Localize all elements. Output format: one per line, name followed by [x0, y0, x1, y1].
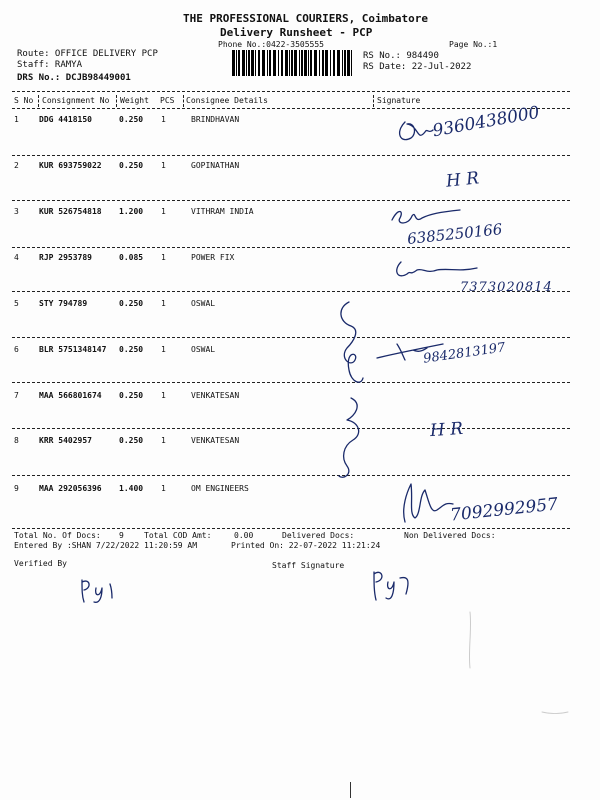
verified-by-label: Verified By: [14, 559, 67, 568]
row-consignee: OM ENGINEERS: [191, 484, 249, 493]
row-pcs: 1: [161, 484, 166, 493]
row-rule: [12, 475, 570, 476]
drs-number: DRS No.: DCJB98449001: [17, 73, 131, 83]
row-sno: 9: [14, 484, 19, 493]
row-consignee: OSWAL: [191, 299, 216, 308]
row-consignment-no: STY 794789: [39, 299, 88, 308]
staff-signature-label: Staff Signature: [272, 561, 345, 570]
rule: [12, 108, 570, 109]
col-signature: Signature: [377, 96, 421, 105]
document-title: Delivery Runsheet - PCP: [220, 26, 373, 39]
row-weight: 0.250: [119, 345, 144, 354]
rule: [12, 91, 570, 92]
row-rule: [12, 200, 570, 201]
row-pcs: 1: [161, 115, 166, 124]
row-sno: 8: [14, 436, 19, 445]
row-consignment-no: DDG 4418150: [39, 115, 92, 124]
row-consignee: POWER FIX: [191, 253, 235, 262]
total-docs-label: Total No. Of Docs:: [14, 531, 101, 540]
row-pcs: 1: [161, 207, 166, 216]
col-consignment: Consignment No: [42, 96, 110, 105]
row-pcs: 1: [161, 161, 166, 170]
col-sno: S No: [14, 96, 34, 105]
signature-phone: 7092992957: [449, 494, 559, 526]
row-sno: 7: [14, 391, 19, 400]
row-rule: [12, 382, 570, 383]
signature-scribble: [395, 112, 435, 152]
rs-number: RS No.: 984490: [363, 51, 439, 61]
row-weight: 0.250: [119, 299, 144, 308]
signature-initials: H R: [429, 418, 464, 442]
row-sno: 2: [14, 161, 19, 170]
row-consignment-no: MAA 292056396: [39, 484, 102, 493]
total-docs-value: 9: [119, 531, 124, 540]
row-pcs: 1: [161, 345, 166, 354]
page-number: Page No.:1: [449, 40, 498, 49]
row-consignment-no: KUR 526754818: [39, 207, 102, 216]
col-weight: Weight: [120, 96, 149, 105]
col-divider: [373, 95, 374, 107]
row-rule: [12, 155, 570, 156]
row-weight: 0.250: [119, 115, 144, 124]
signature-phone: 6385250166: [406, 220, 504, 248]
rs-date: RS Date: 22-Jul-2022: [363, 62, 472, 72]
row-weight: 0.250: [119, 391, 144, 400]
col-consignee: Consignee Details: [186, 96, 268, 105]
row-sno: 3: [14, 207, 19, 216]
staff-signature: [370, 566, 420, 606]
row-consignee: BRINDHAVAN: [191, 115, 240, 124]
staff: Staff: RAMYA: [17, 60, 83, 70]
row-pcs: 1: [161, 391, 166, 400]
row-sno: 5: [14, 299, 19, 308]
row-weight: 1.200: [119, 207, 144, 216]
verified-signature: [78, 576, 128, 604]
row-weight: 1.400: [119, 484, 144, 493]
signature-initials: H R: [445, 168, 480, 192]
total-cod-value: 0.00: [234, 531, 254, 540]
row-consignment-no: BLR 5751348147: [39, 345, 107, 354]
row-sno: 1: [14, 115, 19, 124]
rule: [12, 528, 570, 529]
col-pcs: PCS: [160, 96, 175, 105]
signature-phone: 7373020814: [460, 280, 553, 295]
signature-scribble: [333, 392, 369, 482]
col-divider: [38, 95, 39, 107]
row-consignee: VITHRAM INDIA: [191, 207, 254, 216]
row-consignment-no: RJP 2953789: [39, 253, 92, 262]
scan-mark: [540, 708, 570, 718]
row-weight: 0.250: [119, 436, 144, 445]
phone-number: Phone No.:0422-3505555: [218, 40, 324, 49]
row-consignment-no: KUR 693759022: [39, 161, 102, 170]
scan-mark: [460, 610, 480, 670]
row-sno: 6: [14, 345, 19, 354]
row-consignee: VENKATESAN: [191, 391, 240, 400]
col-divider: [116, 95, 117, 107]
row-pcs: 1: [161, 436, 166, 445]
col-divider: [183, 95, 184, 107]
row-weight: 0.085: [119, 253, 144, 262]
scan-mark: [350, 782, 351, 798]
row-consignee: OSWAL: [191, 345, 216, 354]
row-rule: [12, 428, 570, 429]
row-pcs: 1: [161, 299, 166, 308]
company-name: THE PROFESSIONAL COURIERS, Coimbatore: [183, 12, 429, 25]
row-consignment-no: MAA 566801674: [39, 391, 102, 400]
total-cod-label: Total COD Amt:: [144, 531, 212, 540]
printed-on: Printed On: 22-07-2022 11:21:24: [231, 541, 381, 550]
signature-scribble: [393, 258, 483, 280]
row-rule: [12, 247, 570, 248]
entered-by: Entered By :SHAN 7/22/2022 11:20:59 AM: [14, 541, 198, 550]
row-consignee: GOPINATHAN: [191, 161, 240, 170]
barcode: [232, 50, 354, 76]
row-weight: 0.250: [119, 161, 144, 170]
row-consignment-no: KRR 5402957: [39, 436, 92, 445]
delivered-docs-label: Delivered Docs:: [282, 531, 355, 540]
row-pcs: 1: [161, 253, 166, 262]
signature-scribble: [333, 298, 373, 390]
row-consignee: VENKATESAN: [191, 436, 240, 445]
route: Route: OFFICE DELIVERY PCP: [17, 49, 158, 59]
signature-phone: 9360438000: [431, 102, 542, 142]
non-delivered-docs-label: Non Delivered Docs:: [404, 531, 496, 540]
row-sno: 4: [14, 253, 19, 262]
signature-phone: 9842813197: [422, 340, 507, 367]
